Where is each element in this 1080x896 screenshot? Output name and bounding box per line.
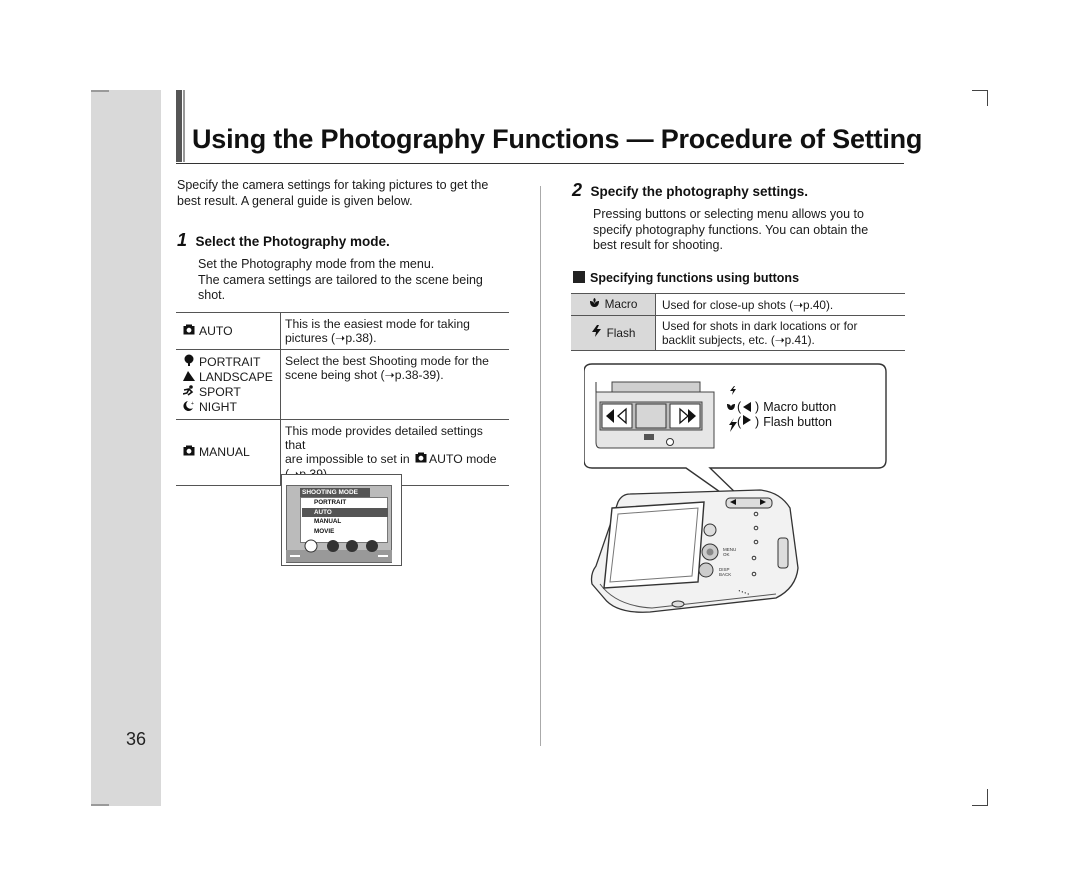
mode-label: MANUAL bbox=[199, 445, 250, 459]
buttons-table bbox=[571, 293, 905, 351]
mode-cell bbox=[176, 420, 281, 486]
button-desc bbox=[656, 316, 906, 351]
lcd-menu-item: PORTRAIT bbox=[314, 499, 347, 506]
step2-line: specify photography functions. You can obtain the bbox=[593, 222, 869, 237]
button-cell bbox=[571, 294, 656, 316]
crop-mark bbox=[987, 789, 988, 805]
button-desc bbox=[656, 294, 906, 316]
table-row bbox=[571, 316, 905, 351]
desc-line: backlit subjects, etc. (➝p.41). bbox=[662, 333, 815, 347]
lcd-menu-items bbox=[308, 498, 346, 536]
column-divider bbox=[540, 186, 541, 746]
disp-back-label: DISP BACK bbox=[719, 567, 732, 577]
desc-line: AUTO mode bbox=[429, 452, 497, 466]
lcd-icon-row bbox=[286, 534, 392, 562]
button-cell bbox=[571, 316, 656, 351]
desc-cell bbox=[281, 313, 510, 350]
landscape-icon bbox=[183, 370, 195, 385]
crop-mark bbox=[987, 90, 988, 106]
mode-label: AUTO bbox=[199, 323, 233, 338]
section-heading: Specifying functions using buttons bbox=[590, 271, 800, 285]
desc-cell bbox=[281, 350, 510, 420]
lcd-menu-header: SHOOTING MODE bbox=[300, 488, 370, 497]
page-title: Using the Photography Functions — Procedure of Setting bbox=[192, 124, 923, 154]
step2-line: Pressing buttons or selecting menu allows you to bbox=[593, 207, 864, 221]
mode-label: SPORT bbox=[199, 385, 241, 399]
flash-callout-label: ( ) Flash button bbox=[737, 415, 833, 429]
intro-line: Specify the camera settings for taking pictures to get the bbox=[177, 178, 489, 192]
button-label: Flash bbox=[606, 326, 636, 340]
camera-auto-icon bbox=[183, 324, 195, 339]
camera-auto-icon bbox=[415, 452, 427, 467]
svg-text:+: + bbox=[191, 401, 194, 407]
step1-line: The camera settings are tailored to the scene being bbox=[198, 272, 483, 287]
table-row bbox=[176, 350, 509, 420]
table-row bbox=[571, 294, 905, 316]
desc-line: This is the easiest mode for taking bbox=[285, 317, 470, 331]
callout-text: Flash button bbox=[763, 415, 833, 429]
step2-heading bbox=[572, 180, 808, 201]
menu-ok-label: MENU OK bbox=[723, 547, 737, 557]
title-rule bbox=[176, 163, 904, 164]
crop-mark bbox=[972, 805, 988, 806]
title-accent-bar bbox=[176, 90, 182, 162]
mode-label: PORTRAIT bbox=[199, 355, 261, 369]
night-icon bbox=[183, 400, 195, 415]
camera-back-illustration bbox=[590, 488, 800, 616]
desc-line: Select the best Shooting mode for the bbox=[285, 354, 489, 368]
desc-line: pictures (➝p.38). bbox=[285, 331, 377, 345]
step-title: Select the Photography mode. bbox=[195, 234, 390, 249]
flash-icon bbox=[591, 325, 603, 341]
mode-label: LANDSCAPE bbox=[199, 370, 273, 384]
title-accent-bar bbox=[183, 90, 185, 162]
mode-cell bbox=[176, 350, 281, 420]
desc-line: Used for close-up shots (➝p.40). bbox=[662, 297, 834, 312]
lcd-menu-item: MANUAL bbox=[314, 518, 342, 525]
step2-line: best result for shooting. bbox=[593, 238, 723, 252]
desc-line: This mode provides detailed settings that bbox=[285, 424, 483, 452]
mode-label: NIGHT bbox=[199, 400, 237, 414]
crop-mark bbox=[972, 90, 988, 91]
macro-callout-label: ( ) Macro button bbox=[737, 400, 837, 414]
lcd-menu-item: AUTO bbox=[314, 508, 332, 516]
intro-text bbox=[177, 178, 488, 209]
intro-line: best result. A general guide is given below. bbox=[177, 193, 413, 208]
page-number: 36 bbox=[126, 729, 147, 749]
mode-table bbox=[176, 312, 509, 486]
page-sidebar bbox=[91, 90, 161, 806]
step1-line: Set the Photography mode from the menu. bbox=[198, 257, 435, 271]
section-bullet bbox=[573, 271, 585, 283]
mode-cell bbox=[176, 313, 281, 350]
camera-manual-icon bbox=[183, 445, 195, 460]
lcd-menu-item: MOVIE bbox=[314, 527, 335, 535]
desc-line: are impossible to set in bbox=[285, 452, 410, 466]
desc-line: scene being shot (➝p.38-39). bbox=[285, 368, 444, 382]
svg-text:• • • •: • • • • bbox=[737, 588, 750, 598]
sport-icon bbox=[183, 385, 195, 400]
step-title: Specify the photography settings. bbox=[590, 184, 808, 199]
macro-icon bbox=[589, 297, 601, 312]
button-label: Macro bbox=[604, 297, 638, 311]
callout-text: Macro button bbox=[763, 400, 837, 414]
table-row bbox=[176, 313, 509, 350]
step-number: 2 bbox=[572, 180, 583, 200]
step-number: 1 bbox=[177, 230, 188, 250]
sidebar-mark bbox=[91, 90, 109, 92]
step1-heading bbox=[177, 230, 390, 251]
desc-line: Used for shots in dark locations or for bbox=[662, 319, 858, 333]
step1-text bbox=[198, 257, 483, 304]
portrait-icon bbox=[183, 354, 195, 370]
step2-text bbox=[593, 207, 868, 254]
sidebar-mark bbox=[91, 804, 109, 806]
step1-line: shot. bbox=[198, 288, 226, 302]
